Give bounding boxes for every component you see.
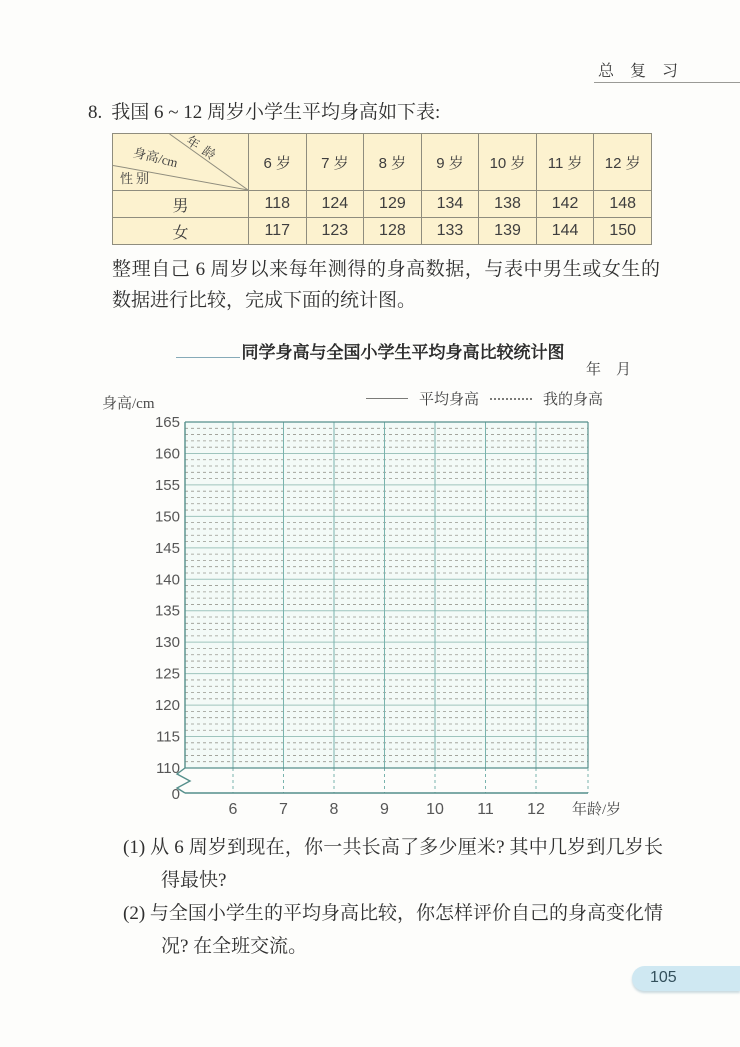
table-col-header: 8 岁 <box>364 134 422 191</box>
table-col-header: 12 岁 <box>594 134 652 191</box>
row-label-female: 女 <box>113 218 249 245</box>
table-row <box>113 191 652 218</box>
height-table <box>112 133 652 245</box>
corner-label-height: 身高/cm <box>131 144 180 171</box>
row-label-male: 男 <box>113 191 249 218</box>
page-number: 105 <box>650 969 677 986</box>
table-cell: 123 <box>306 218 364 245</box>
page-header: 总 复 习 <box>598 63 685 80</box>
table-col-header: 9 岁 <box>421 134 479 191</box>
questions-block <box>123 831 663 963</box>
svg-text:150: 150 <box>154 508 180 526</box>
table-col-header: 11 岁 <box>536 134 594 191</box>
svg-text:0: 0 <box>171 786 180 803</box>
svg-text:年龄/岁: 年龄/岁 <box>572 802 622 818</box>
table-cell: 144 <box>536 218 594 245</box>
svg-text:7: 7 <box>279 801 288 818</box>
svg-text:125: 125 <box>154 665 180 683</box>
chart-grid <box>150 412 660 832</box>
svg-text:11: 11 <box>477 801 494 818</box>
table-cell: 150 <box>594 218 652 245</box>
svg-text:155: 155 <box>154 476 180 494</box>
chart-legend <box>366 388 603 409</box>
problem-intro <box>88 97 668 124</box>
svg-text:160: 160 <box>154 445 180 463</box>
chart-title: 同学身高与全国小学生平均身高比较统计图 <box>241 343 565 362</box>
problem-number: 8. <box>88 102 103 123</box>
corner-label-age: 年龄 <box>183 132 224 166</box>
question-marker: (1) <box>123 837 146 858</box>
header-rule <box>594 82 740 83</box>
svg-text:130: 130 <box>154 634 180 652</box>
svg-text:165: 165 <box>154 414 180 431</box>
table-cell: 148 <box>594 191 652 218</box>
question-text: 从 6 周岁到现在，你一共长高了多少厘米? 其中几岁到几岁长得最快? <box>150 837 664 891</box>
svg-text:145: 145 <box>154 539 180 557</box>
date-label: 年 月 <box>586 362 632 378</box>
table-col-header: 6 岁 <box>249 134 307 191</box>
table-row <box>113 218 652 245</box>
table-cell: 133 <box>421 218 479 245</box>
table-cell: 129 <box>364 191 422 218</box>
table-cell: 117 <box>249 218 307 245</box>
dotted-line-marker <box>490 398 532 400</box>
table-col-header: 7 岁 <box>306 134 364 191</box>
legend-label-average: 平均身高 <box>419 392 480 408</box>
svg-text:120: 120 <box>154 697 180 715</box>
instruction-paragraph: 整理自己 6 周岁以来每年测得的身高数据，与表中男生或女生的数据进行比较，完成下面的统计图。 <box>112 259 660 311</box>
table-cell: 128 <box>364 218 422 245</box>
page-number-pill <box>632 966 740 991</box>
table-cell: 118 <box>249 191 307 218</box>
svg-text:10: 10 <box>426 801 444 818</box>
svg-text:8: 8 <box>329 801 339 818</box>
corner-label-gender: 性别 <box>120 171 153 186</box>
svg-text:140: 140 <box>154 571 180 589</box>
question-item <box>123 897 663 963</box>
svg-text:110: 110 <box>156 760 180 777</box>
legend-label-mine: 我的身高 <box>543 392 604 408</box>
table-cell: 138 <box>479 191 537 218</box>
table-cell: 124 <box>306 191 364 218</box>
question-text: 与全国小学生的平均身高比较，你怎样评价自己的身高变化情况? 在全班交流。 <box>149 903 663 957</box>
solid-line-marker <box>366 398 408 399</box>
svg-text:135: 135 <box>154 602 180 620</box>
svg-text:9: 9 <box>380 801 389 818</box>
y-axis-label: 身高/cm <box>102 396 155 412</box>
problem-intro-text: 我国 6 ~ 12 周岁小学生平均身高如下表: <box>111 102 441 123</box>
name-blank-underline <box>176 344 240 358</box>
table-cell: 134 <box>421 191 479 218</box>
svg-text:6: 6 <box>228 801 238 818</box>
table-cell: 142 <box>536 191 594 218</box>
question-marker: (2) <box>123 903 146 924</box>
table-cell: 139 <box>479 218 537 245</box>
svg-text:12: 12 <box>527 801 545 818</box>
table-col-header: 10 岁 <box>479 134 537 191</box>
table-corner-cell <box>113 134 249 191</box>
svg-text:115: 115 <box>156 728 180 746</box>
question-item <box>123 831 663 897</box>
